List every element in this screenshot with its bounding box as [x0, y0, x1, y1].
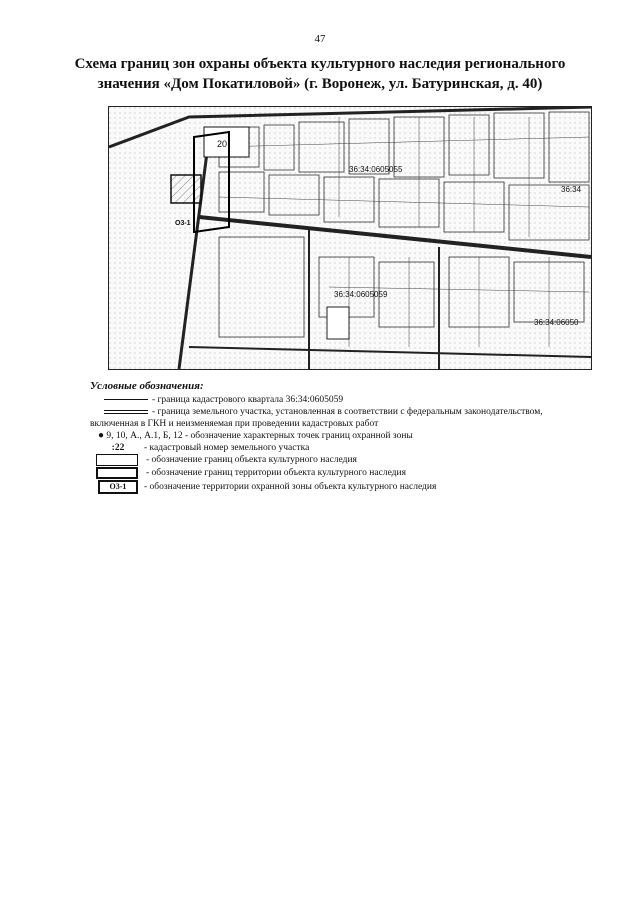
cadastral-number-symbol: :22: [111, 443, 125, 453]
point-dot-symbol: ●: [98, 430, 105, 441]
map-label-quarter-2: 36:34:0605059: [334, 290, 388, 299]
legend-text-parcel-cont: включенная в ГКН и неизменяемая при проведении кадастровых работ: [90, 419, 379, 429]
legend-text-territory: - обозначение границ территории объекта культурного наследия: [146, 468, 406, 479]
legend-item-parcel-cont: [90, 418, 610, 430]
map-label-zone: О3-1: [175, 220, 191, 227]
territory-symbol: [96, 467, 138, 479]
legend-text-quarter: - граница кадастрового квартала 36:34:0605059: [152, 395, 344, 405]
page-number: 47: [314, 33, 326, 45]
map-label-plot-20: 20: [217, 139, 228, 149]
zone-symbol: О3-1: [98, 480, 138, 494]
quarter-line-symbol: [104, 399, 148, 400]
legend-item-parcel: [90, 406, 610, 418]
object-boundary-symbol: [96, 454, 138, 466]
page-title: [60, 54, 580, 94]
legend-item-object-boundary: [90, 454, 610, 467]
map-drawing: [109, 107, 591, 369]
legend-text-cadastral-number: - кадастровый номер земельного участка: [144, 443, 310, 453]
legend-item-zone: [90, 480, 610, 493]
parcel-line-symbol: [104, 410, 148, 414]
legend-heading: Условные обозначения:: [90, 380, 204, 392]
legend: [90, 394, 610, 493]
cadastral-map: [108, 106, 592, 370]
legend-item-points: [90, 430, 610, 442]
legend-item-territory: [90, 467, 610, 480]
title-line-2: значения «Дом Покатиловой» (г. Воронеж, ул. Батуринская, д. 40): [97, 76, 543, 92]
map-label-quarter-4: 36:34: [561, 185, 582, 194]
legend-item-cadastral-number: [90, 442, 610, 454]
map-label-quarter-3: 36:34:06050: [534, 318, 579, 327]
map-label-quarter-1: 36:34:0605055: [349, 165, 403, 174]
legend-text-zone: - обозначение территории охранной зоны объекта культурного наследия: [144, 482, 437, 493]
legend-text-parcel: - граница земельного участка, установленная в соответствии с федеральным законодательством,: [152, 407, 543, 417]
legend-text-points: 9, 10, А., А.1, Б, 12 - обозначение характерных точек границ охранной зоны: [106, 431, 413, 441]
title-line-1: Схема границ зон охраны объекта культурного наследия регионального: [74, 56, 566, 72]
legend-item-quarter: [90, 394, 610, 406]
legend-text-object-boundary: - обозначение границ объекта культурного наследия: [146, 455, 357, 466]
